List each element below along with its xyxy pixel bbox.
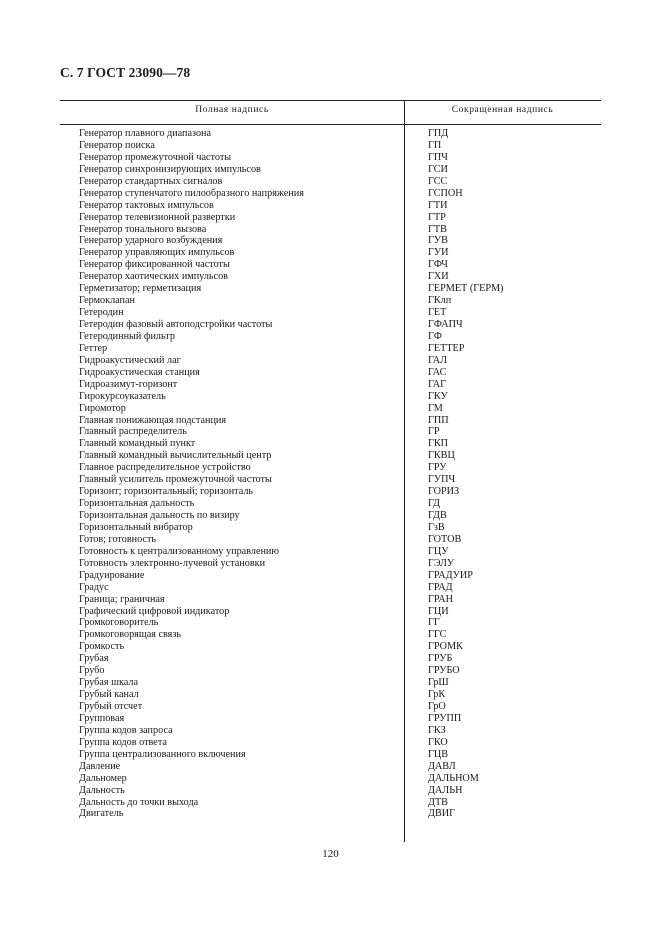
abbreviation-cell: ГФ [428, 330, 442, 342]
full-name-cell: Дальность [79, 784, 125, 796]
full-name-cell: Горизонтальный вибратор [79, 521, 193, 533]
abbreviation-cell: ГРУБ [428, 653, 453, 665]
abbreviation-cell: ГЦУ [428, 545, 449, 557]
abbreviation-cell: ГРОМК [428, 641, 463, 653]
abbreviation-cell: ГОТОВ [428, 533, 462, 545]
column-header-abbreviation: Сокращенная надпись [451, 105, 554, 115]
full-name-cell: Генератор тонального вызова [79, 223, 207, 235]
abbreviation-cell: ДАЛЬН [428, 784, 463, 796]
abbreviation-cell: ГОРИЗ [428, 486, 460, 498]
abbreviations-table [60, 100, 601, 842]
abbreviation-cell: ГРУБО [428, 665, 460, 677]
full-name-cell: Громкоговоритель [79, 617, 159, 629]
table-row [60, 403, 601, 415]
table-row [60, 426, 601, 438]
full-name-cell: Генератор тактовых импульсов [79, 199, 214, 211]
full-name-cell: Гиромотор [79, 402, 126, 414]
full-name-cell: Градус [79, 581, 109, 593]
full-name-cell: Горизонтальная дальность [79, 498, 195, 510]
abbreviation-cell: ГРАН [428, 593, 453, 605]
full-name-cell: Главное распределительное устройство [79, 462, 251, 474]
full-name-cell: Генератор плавного диапазона [79, 128, 212, 139]
full-name-cell: Горизонтальная дальность по визиру [79, 510, 240, 521]
table-top-rule [60, 100, 601, 101]
abbreviation-cell: ГД [428, 498, 440, 510]
full-name-cell: Готовность к централизованному управлению [79, 545, 279, 557]
table-row [60, 713, 601, 725]
abbreviation-cell: ГКО [428, 736, 448, 748]
table-row [60, 462, 601, 474]
abbreviation-cell: ДАЛЬНОМ [428, 772, 479, 784]
page-header: С. 7 ГОСТ 23090—78 [60, 65, 191, 80]
full-name-cell: Главный усилитель промежуточной частоты [79, 474, 272, 486]
abbreviation-cell: ГЭЛУ [428, 557, 455, 569]
abbreviation-cell: ГКВЦ [428, 450, 455, 462]
abbreviation-cell: ГКУ [428, 390, 448, 402]
column-header-full: Полная надпись [195, 105, 269, 115]
full-name-cell: Главный командный пункт [79, 438, 196, 450]
table-row [60, 152, 601, 164]
full-name-cell: Гидроакустическая станция [79, 366, 200, 378]
abbreviation-cell: ГУВ [428, 235, 448, 247]
abbreviation-cell: ГУПЧ [428, 474, 456, 486]
abbreviation-cell: ГрК [428, 689, 446, 701]
table-row [60, 510, 601, 522]
full-name-cell: Генератор поиска [79, 139, 155, 151]
full-name-cell: Генератор стандартных сигналов [79, 175, 223, 187]
full-name-cell: Готовность электронно-лучевой установки [79, 557, 266, 569]
abbreviation-cell: ГДВ [428, 510, 447, 521]
full-name-cell: Герметизатор; герметизация [79, 283, 202, 295]
abbreviation-cell: ГРУПП [428, 712, 462, 724]
table-row [60, 379, 601, 391]
table-row [60, 474, 601, 486]
table-row [60, 653, 601, 665]
table-body [60, 128, 601, 820]
full-name-cell: Дальномер [79, 772, 127, 784]
table-row [60, 235, 601, 247]
abbreviation-cell: ГКП [428, 438, 449, 450]
table-row [60, 355, 601, 367]
full-name-cell: Групповая [79, 712, 125, 724]
full-name-cell: Генератор телевизионной развертки [79, 211, 236, 223]
abbreviation-cell: ГХИ [428, 271, 449, 283]
abbreviation-cell: ГРУ [428, 462, 447, 474]
abbreviation-cell: ГФЧ [428, 259, 448, 271]
abbreviation-cell: ГПП [428, 414, 449, 426]
full-name-cell: Гермоклапан [79, 295, 135, 307]
table-row [60, 307, 601, 319]
full-name-cell: Градуирование [79, 569, 145, 581]
abbreviation-cell: ГСС [428, 175, 448, 187]
abbreviation-cell: ГАС [428, 366, 447, 378]
table-row [60, 665, 601, 677]
abbreviation-cell: ГрШ [428, 677, 449, 689]
full-name-cell: Двигатель [79, 808, 124, 820]
table-row [60, 725, 601, 737]
table-row [60, 582, 601, 594]
table-row [60, 319, 601, 331]
abbreviation-cell: ГСПОН [428, 187, 463, 199]
abbreviation-cell: ГЦВ [428, 748, 449, 760]
table-row [60, 737, 601, 749]
abbreviation-cell: ГП [428, 139, 442, 151]
full-name-cell: Гидроазимут-горизонт [79, 378, 178, 390]
table-row [60, 749, 601, 761]
full-name-cell: Громкоговорящая связь [79, 629, 181, 641]
abbreviation-cell: ГрО [428, 701, 446, 712]
abbreviation-cell: ГСИ [428, 163, 448, 175]
full-name-cell: Гидроакустический лаг [79, 354, 181, 366]
table-row [60, 570, 601, 582]
table-row [60, 617, 601, 629]
abbreviation-cell: ГРАДУИР [428, 569, 473, 581]
full-name-cell: Гетеродин [79, 307, 124, 319]
full-name-cell: Гетеродин фазовый автоподстройки частоты [79, 319, 273, 330]
full-name-cell: Грубая [79, 653, 109, 665]
table-row [60, 808, 601, 820]
table-row [60, 188, 601, 200]
abbreviation-cell: ГТР [428, 211, 446, 223]
abbreviation-cell: ДВИГ [428, 808, 455, 820]
full-name-cell: Гирокурсоуказатель [79, 390, 166, 402]
full-name-cell: Генератор управляющих импульсов [79, 247, 235, 259]
abbreviation-cell: ГКлп [428, 295, 452, 307]
full-name-cell: Гетеродинный фильтр [79, 330, 175, 342]
table-row [60, 641, 601, 653]
table-row [60, 522, 601, 534]
table-row [60, 558, 601, 570]
full-name-cell: Генератор фиксированной частоты [79, 259, 230, 271]
abbreviation-cell: ГУИ [428, 247, 449, 259]
table-row [60, 259, 601, 271]
full-name-cell: Граница; граничная [79, 593, 165, 605]
table-row [60, 331, 601, 343]
table-row [60, 271, 601, 283]
table-row [60, 450, 601, 462]
table-row [60, 283, 601, 295]
abbreviation-cell: ГРАД [428, 581, 453, 593]
full-name-cell: Группа кодов ответа [79, 736, 167, 748]
page-number: 120 [322, 848, 339, 860]
abbreviation-cell: ГТИ [428, 199, 448, 211]
table-row [60, 498, 601, 510]
table-row [60, 343, 601, 355]
full-name-cell: Грубый отсчет [79, 701, 143, 712]
table-row [60, 176, 601, 188]
table-header-rule [60, 124, 601, 125]
full-name-cell: Группа кодов запроса [79, 724, 173, 736]
full-name-cell: Геттер [79, 342, 108, 354]
full-name-cell: Генератор синхронизирующих импульсов [79, 163, 261, 175]
abbreviation-cell: ГЕТТЕР [428, 342, 465, 354]
full-name-cell: Грубая шкала [79, 677, 138, 689]
table-row [60, 164, 601, 176]
full-name-cell: Главная понижающая подстанция [79, 414, 227, 426]
table-row [60, 773, 601, 785]
full-name-cell: Главный распределитель [79, 426, 187, 438]
abbreviation-cell: ГЕТ [428, 307, 447, 319]
full-name-cell: Дальность до точки выхода [79, 796, 199, 808]
table-row [60, 486, 601, 498]
table-row [60, 594, 601, 606]
abbreviation-cell: ГР [428, 426, 440, 438]
table-row [60, 761, 601, 773]
abbreviation-cell: ГГС [428, 629, 447, 641]
table-row [60, 606, 601, 618]
table-row [60, 785, 601, 797]
abbreviation-cell: ГАЛ [428, 354, 448, 366]
full-name-cell: Давление [79, 760, 121, 772]
table-row [60, 295, 601, 307]
abbreviation-cell: ГПЧ [428, 151, 448, 163]
full-name-cell: Горизонт; горизонтальный; горизонталь [79, 486, 254, 498]
table-row [60, 200, 601, 212]
table-row [60, 391, 601, 403]
full-name-cell: Грубый канал [79, 689, 139, 701]
table-row [60, 212, 601, 224]
abbreviation-cell: ГЦИ [428, 605, 449, 617]
table-row [60, 367, 601, 379]
full-name-cell: Громкость [79, 641, 125, 653]
abbreviation-cell: ГМ [428, 402, 443, 414]
table-row [60, 797, 601, 809]
abbreviation-cell: ГФАПЧ [428, 319, 463, 330]
full-name-cell: Группа централизованного включения [79, 748, 246, 760]
abbreviation-cell: ГАГ [428, 378, 447, 390]
abbreviation-cell: ГТВ [428, 223, 447, 235]
table-row [60, 629, 601, 641]
abbreviation-cell: ГПД [428, 128, 449, 139]
table-row [60, 546, 601, 558]
abbreviation-cell: ГКЗ [428, 724, 446, 736]
full-name-cell: Генератор промежуточной частоты [79, 151, 232, 163]
full-name-cell: Генератор ступенчатого пилообразного напряжения [79, 187, 304, 199]
abbreviation-cell: ГзВ [428, 521, 445, 533]
table-row [60, 415, 601, 427]
full-name-cell: Готов; готовность [79, 533, 157, 545]
table-row [60, 701, 601, 713]
table-row [60, 438, 601, 450]
full-name-cell: Главный командный вычислительный центр [79, 450, 272, 462]
abbreviation-cell: ДТВ [428, 796, 448, 808]
table-row [60, 677, 601, 689]
table-row [60, 128, 601, 140]
abbreviation-cell: ГГ [428, 617, 440, 629]
full-name-cell: Грубо [79, 665, 105, 677]
abbreviation-cell: ДАВЛ [428, 760, 456, 772]
abbreviation-cell: ГЕРМЕТ (ГЕРМ) [428, 283, 504, 295]
table-row [60, 689, 601, 701]
full-name-cell: Генератор хаотических импульсов [79, 271, 228, 283]
full-name-cell: Генератор ударного возбуждения [79, 235, 223, 247]
table-row [60, 534, 601, 546]
table-row [60, 247, 601, 259]
table-row [60, 140, 601, 152]
full-name-cell: Графический цифровой индикатор [79, 605, 230, 617]
table-row [60, 224, 601, 236]
